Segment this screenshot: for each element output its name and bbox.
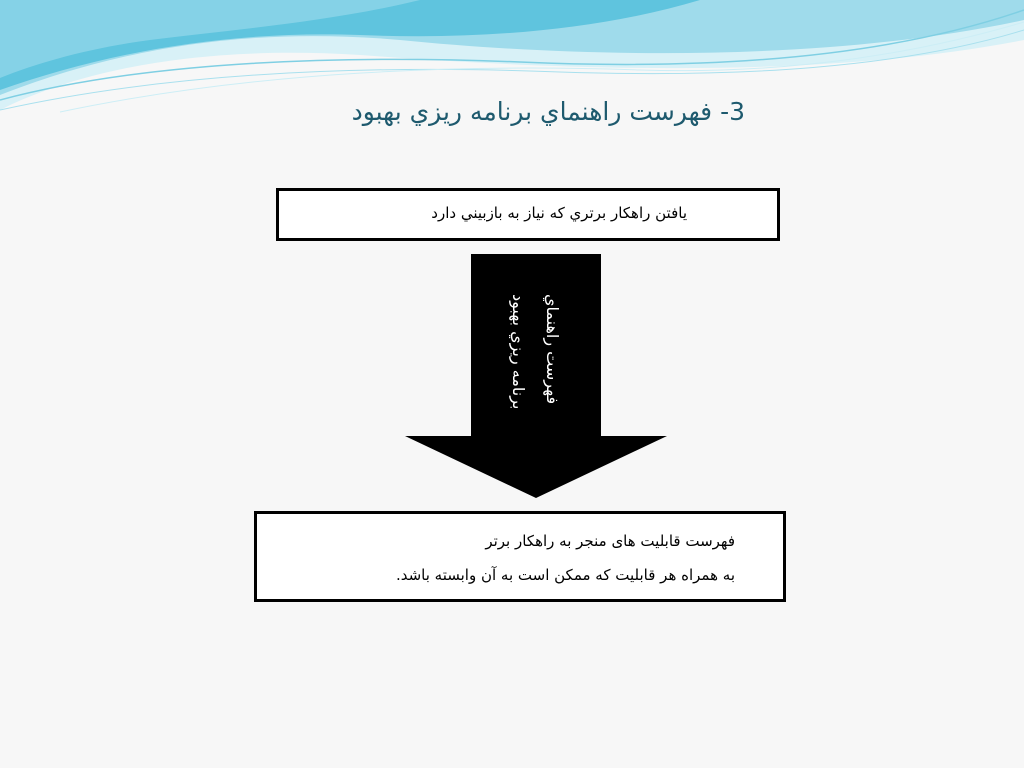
slide-title: 3- فهرست راهنماي برنامه ريزي بهبود (351, 97, 745, 126)
arrow-label-line-2: برنامه ريزي بهبود (509, 294, 528, 410)
bottom-box-line-2: به همراه هر قابلیت که ممکن است به آن وابسته باشد. (395, 566, 735, 584)
top-box-text: يافتن راهكار برتري كه نياز به بازبيني دارد (431, 204, 687, 222)
arrow-label (470, 254, 600, 434)
arrow-label-line-1: فهرست راهنماي (543, 294, 562, 405)
bottom-box-line-1: فهرست قابلیت های منجر به راهکار برتر (485, 532, 735, 550)
top-box (276, 188, 780, 241)
bottom-box (254, 511, 786, 602)
